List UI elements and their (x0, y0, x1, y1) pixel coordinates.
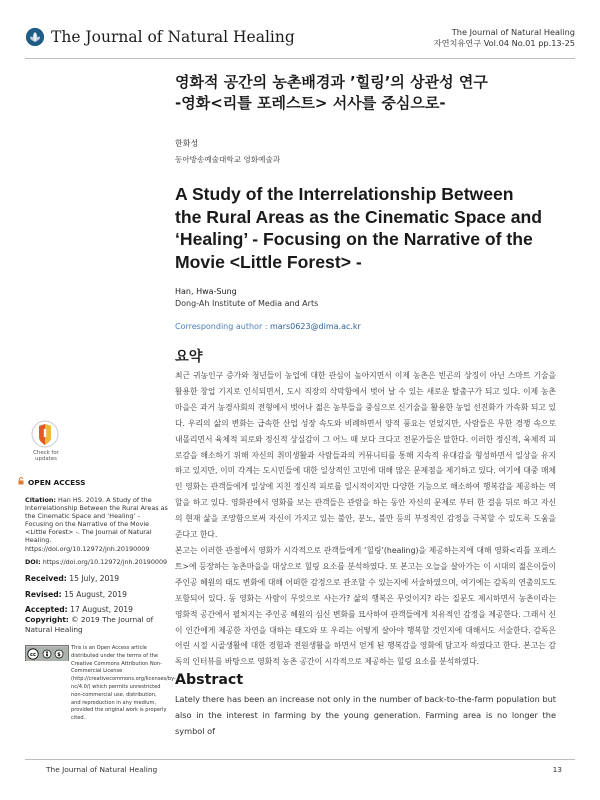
english-abstract-body: Lately there has been an increase not only in the number of back-to-the-farm population but also in the interest in farming by the young generation. Farming area is no longer the symbol of (175, 694, 556, 736)
accepted-date (25, 605, 133, 614)
doi-link[interactable]: https://doi.org/10.12972/jnh.20190009 (40, 558, 168, 566)
creative-commons-icon[interactable] (25, 645, 69, 661)
citation-block (25, 496, 168, 553)
received-label: Received: (25, 574, 67, 583)
revised-label: Revised: (25, 590, 62, 599)
citation-text: Han HS. 2019. A Study of the Interrelationship Between the Rural Areas as the Cinematic Space and ‘Healing’ - Focusing on the Narrative of the Movie <Little Forest> -. The Journal of Natural Healing. https://doi.org/10.12972/jnh.20190009 (25, 496, 168, 553)
header-volume-info: 자연치유연구 Vol.04 No.01 pp.13-25 (433, 38, 575, 48)
doi-label: DOI: (25, 558, 41, 566)
revised-date (25, 590, 127, 599)
license-text: This is an Open Access article distributed under the terms of the Creative Commons Attribution Non-Commercial License (http://creativecommons.org/licenses/by-nc/4.0/) which permits unrestricted non-commercial use, distribution, and reproduction in any medium, provided the original work is properly cited. (71, 645, 176, 722)
svg-text:cc: cc (30, 652, 36, 658)
copyright-text: © 2019 The Journal of Natural Healing (25, 615, 154, 634)
english-title-line: Movie <Little Forest> - (175, 251, 362, 272)
header-citation (434, 27, 575, 49)
open-access-label: OPEN ACCESS (28, 478, 86, 487)
accepted-value: 17 August, 2019 (67, 605, 133, 614)
korean-title-line: 영화적 공간의 농촌배경과 ’힐링’의 상관성 연구 (175, 73, 488, 91)
doi-block (25, 558, 168, 566)
english-abstract-heading: Abstract (175, 672, 244, 688)
corresponding-author-label: Corresponding author : (175, 322, 271, 331)
check-for-updates-label: Check for updates (33, 450, 59, 462)
svg-text:$: $ (57, 652, 61, 658)
journal-name: The Journal of Natural Healing (51, 28, 295, 46)
page-number: 13 (552, 765, 562, 774)
journal-logo-icon (26, 28, 44, 46)
copyright-label: Copyright: (25, 615, 69, 624)
english-title-line: A Study of the Interrelationship Between (175, 184, 514, 204)
english-title-line: ‘Healing’ - Focusing on the Narrative of the (175, 229, 533, 250)
korean-abstract-body (175, 368, 556, 670)
check-for-updates-icon (28, 420, 62, 450)
header-journal-name: The Journal of Natural Healing (451, 27, 575, 37)
open-access-lock-icon (18, 477, 24, 485)
english-title-line: the Rural Areas as the Cinematic Space and (175, 206, 542, 227)
received-value: 15 July, 2019 (66, 574, 120, 583)
copyright-block (25, 615, 168, 635)
revised-value: 15 August, 2019 (61, 590, 127, 599)
footer-journal-name: The Journal of Natural Healing (46, 765, 158, 774)
corresponding-author (175, 322, 361, 331)
korean-abstract-paragraph: 최근 귀농인구 증가와 청년들이 농업에 대한 관심이 높아지면서 이제 농촌은 빈곤의 상징이 아닌 스마트 기술을 활용한 창업 기지로 인식되면서, 도시 직장의 삭막함에서 벗어 날 수 있는 새로운 탈출구가 되고 있다. 이제 농촌마을은 과거 농경사회의 전형에서 벗어나 젊은 농부들을 중심으로 신기술을 활용한 농업 선진화가 가속화 되고 있다. 우리의 삶의 변화는 급속한 산업 성장 속도와 비례하면서 양적 풍요는 얻었지만, 사람들은 무한 경쟁 속으로 내몰리면서 육체적 피로와 정신적 상실감이 그 어느 때 보다 크다고 전문가들은 말한다. 이러한 정신적, 육체적 피로감을 해소하기 위해 자신의 취미생활과 사람들과의 커뮤니티를 통해 지속적 유대감을 형성하면서 일상을 유지하고 있지만, 이미 각계는 도시민들에 대한 일상적인 고민에 대해 많은 문제점을 제기하고 있다. 여기에 대중 매체인 영화는 관객들에게 일상에 지친 정신적 피로를 일시적이지만 다양한 기능으로 해소하여 행복감을 제공하는 역할을 하고 있다. 영화관에서 영화를 보는 관객들은 관람을 하는 동안 자신의 문제로 부터 한 걸음 뒤로 하고 자신의 현재 삶을 조망함으로써 자신이 가지고 있는 불안, 분노, 불만 등의 부정적인 감정을 극복할 수 있도록 도움을 준다고 한다. (175, 371, 556, 540)
english-author: Han, Hwa-Sung (175, 287, 237, 296)
korean-affiliation: 동아방송예술대학교 영화예술과 (175, 155, 281, 164)
korean-abstract-paragraph: 본고는 이러한 관점에서 영화가 시각적으로 관객들에게 ‘힐링’(healing)을 제공하는지에 대해 영화<리틀 포레스트>에 등장하는 농촌마을을 대상으로 힐링 요소를 분석하였다. 또 본고는 오늘을 살아가는 이 시대의 젊은이들이 주인공 혜원의 태도 변화에 대해 어떠한 감정으로 관조할 수 있는지에 서술하였으며, 여기에는 감독의 연출의도도 포함되어 있다. 동 영화는 사람이 무엇으로 사는가? 삶의 행복은 무엇이지? 라는 질문도 제시하면서 농촌이라는 영화적 공간에서 펼쳐지는 주인공 혜원의 심신 변화를 묘사하여 관객들에게 치유적인 감정을 제공한다. 그래서 신이 인간에게 제공한 자연을 대하는 태도와 또 우리는 어떻게 살아야 행복할 것인지에 대해서도 서술한다. 감독은 어린 시절 시골생활에 대한 경험과 전원생활을 하면서 얻게 된 행복감을 영화에 담고자 하였다고 한다. 본고는 감독의 인터뷰를 바탕으로 영화적 농촌 공간이 시각적으로 제공하는 힐링 요소를 분석하였다. (175, 545, 556, 667)
header-divider (25, 58, 575, 59)
accepted-label: Accepted: (25, 605, 68, 614)
english-affiliation: Dong-Ah Institute of Media and Arts (175, 299, 319, 308)
received-date (25, 574, 119, 583)
korean-title (175, 72, 535, 114)
korean-author: 한화성 (175, 139, 199, 148)
english-title (175, 183, 555, 273)
footer-divider (25, 759, 575, 760)
korean-title-line: -영화<리틀 포레스트> 서사를 중심으로- (175, 94, 446, 112)
corresponding-email-link[interactable]: mars0623@dima.ac.kr (270, 322, 361, 331)
citation-label: Citation: (25, 496, 56, 504)
cc-by-nc-icon (26, 647, 68, 661)
korean-abstract-heading: 요약 (175, 349, 203, 365)
